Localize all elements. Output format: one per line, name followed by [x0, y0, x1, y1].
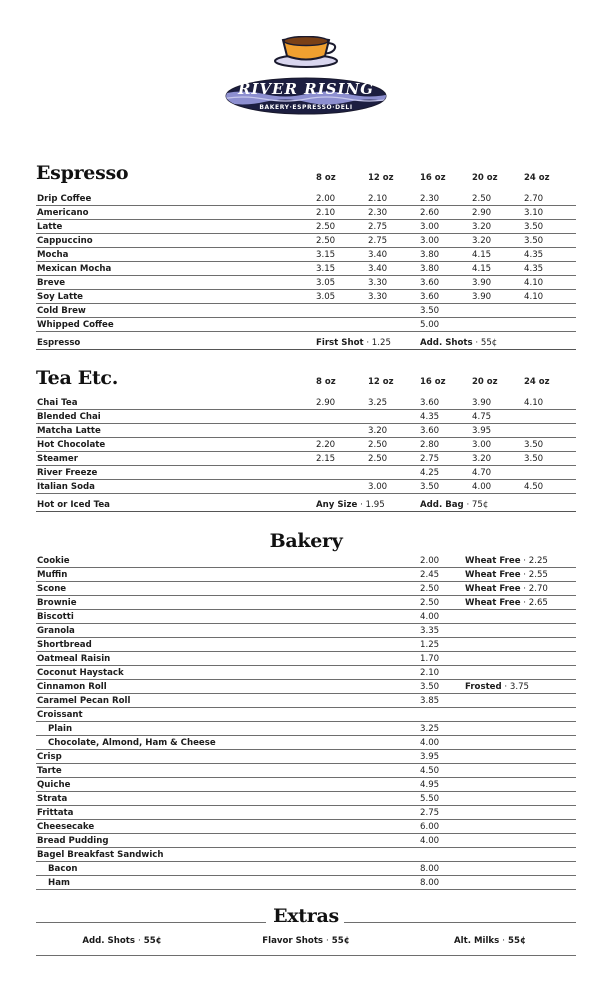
bakery-row: [36, 764, 576, 778]
item-price: 2.30: [368, 208, 388, 218]
item-price: 3.50: [420, 682, 440, 692]
espresso-title: Espresso: [36, 162, 129, 184]
bakery-row: [36, 582, 576, 596]
bakery-row: [36, 834, 576, 848]
bakery-row: [36, 638, 576, 652]
item-price: 4.10: [524, 398, 544, 408]
menu-row: [36, 452, 576, 466]
bakery-row: [36, 596, 576, 610]
item-price: 3.15: [316, 264, 336, 274]
item-price: 3.60: [420, 426, 440, 436]
item-price: 3.60: [420, 292, 440, 302]
item-price: 4.15: [472, 264, 492, 274]
menu-row: [36, 438, 576, 452]
item-price: 4.00: [472, 482, 492, 492]
menu-row: [36, 466, 576, 480]
item-name: Frittata: [37, 808, 74, 818]
item-price: 3.05: [316, 278, 336, 288]
item-price: 2.50: [420, 598, 440, 608]
item-name: Crisp: [37, 752, 62, 762]
item-price: 4.10: [524, 278, 544, 288]
item-price: 2.30: [420, 194, 440, 204]
item-name: Strata: [37, 794, 68, 804]
item-price: 3.20: [472, 236, 492, 246]
item-price: 3.90: [472, 292, 492, 302]
item-name: Caramel Pecan Roll: [37, 696, 131, 706]
item-price: 3.10: [524, 208, 544, 218]
item-price: 3.50: [524, 236, 544, 246]
bakery-row: [36, 792, 576, 806]
item-name: Blended Chai: [37, 412, 101, 422]
coffee-cup-logo-icon: [222, 36, 390, 118]
item-price: 4.00: [420, 612, 440, 622]
item-price: 4.50: [420, 766, 440, 776]
item-name: Biscotti: [37, 612, 74, 622]
item-variant-price: Wheat Free · 2.70: [465, 584, 548, 594]
item-name: Steamer: [37, 454, 78, 464]
item-name: Cinnamon Roll: [37, 682, 107, 692]
any-size-price: Any Size · 1.95: [316, 500, 385, 510]
bakery-row: [36, 708, 576, 722]
item-price: 4.00: [420, 836, 440, 846]
bakery-row: [36, 876, 576, 890]
item-name: Brownie: [37, 598, 77, 608]
espresso-shot-row: [36, 336, 576, 350]
item-price: 3.05: [316, 292, 336, 302]
extra-item: Add. Shots · 55¢: [82, 936, 162, 946]
menu-row: [36, 396, 576, 410]
item-name: Cheesecake: [37, 822, 95, 832]
add-bag-price: Add. Bag · 75¢: [420, 500, 489, 510]
item-price: 3.00: [472, 440, 492, 450]
menu-row: [36, 480, 576, 494]
first-shot-price: First Shot · 1.25: [316, 338, 391, 348]
item-price: 2.90: [316, 398, 336, 408]
logo-brand-text: RIVER RISING: [237, 80, 375, 98]
espresso-size-header: 16 oz: [420, 173, 446, 183]
item-name: Ham: [48, 878, 70, 888]
bakery-row: [36, 848, 576, 862]
item-name: Chai Tea: [37, 398, 78, 408]
item-name: Scone: [37, 584, 67, 594]
item-price: 4.25: [420, 468, 440, 478]
item-price: 2.45: [420, 570, 440, 580]
item-name: Plain: [48, 724, 73, 734]
menu-row: [36, 410, 576, 424]
item-price: 4.00: [420, 738, 440, 748]
item-price: 4.15: [472, 250, 492, 260]
item-price: 3.30: [368, 278, 388, 288]
item-price: 4.95: [420, 780, 440, 790]
tea-iced-row: [36, 498, 576, 512]
item-name: Bagel Breakfast Sandwich: [37, 850, 164, 860]
espresso-add-shots-price: Add. Shots · 55¢: [420, 338, 498, 348]
item-name: Bacon: [48, 864, 78, 874]
item-name: Cold Brew: [37, 306, 86, 316]
item-price: 5.50: [420, 794, 440, 804]
menu-row: [36, 262, 576, 276]
item-name: Quiche: [37, 780, 71, 790]
item-price: 2.00: [316, 194, 336, 204]
item-name: Americano: [37, 208, 89, 218]
item-price: 3.25: [420, 724, 440, 734]
extras-rule-right: [344, 922, 576, 923]
item-name: River Freeze: [37, 468, 98, 478]
bakery-row: [36, 736, 576, 750]
item-price: 8.00: [420, 878, 440, 888]
bakery-title: Bakery: [269, 530, 343, 552]
item-price: 3.80: [420, 250, 440, 260]
item-name: Croissant: [37, 710, 83, 720]
item-name: Whipped Coffee: [37, 320, 114, 330]
item-price: 4.10: [524, 292, 544, 302]
item-price: 3.25: [368, 398, 388, 408]
item-name: Chocolate, Almond, Ham & Cheese: [48, 738, 216, 748]
bakery-row: [36, 778, 576, 792]
item-price: 2.50: [316, 222, 336, 232]
menu-row: [36, 276, 576, 290]
item-price: 3.20: [472, 454, 492, 464]
espresso-size-header: 8 oz: [316, 173, 336, 183]
item-price: 2.75: [368, 222, 388, 232]
bakery-row: [36, 554, 576, 568]
item-name: Tarte: [37, 766, 62, 776]
item-price: 2.50: [368, 454, 388, 464]
item-variant-price: Wheat Free · 2.65: [465, 598, 548, 608]
item-price: 4.70: [472, 468, 492, 478]
item-price: 6.00: [420, 822, 440, 832]
item-price: 8.00: [420, 864, 440, 874]
item-price: 2.50: [368, 440, 388, 450]
item-price: 3.95: [420, 752, 440, 762]
item-price: 4.35: [420, 412, 440, 422]
tea-title: Tea Etc.: [36, 367, 119, 389]
item-price: 3.20: [368, 426, 388, 436]
item-price: 3.50: [524, 454, 544, 464]
item-price: 3.50: [524, 440, 544, 450]
extra-item: Flavor Shots · 55¢: [262, 936, 350, 946]
item-price: 4.75: [472, 412, 492, 422]
menu-row: [36, 318, 576, 332]
menu-row: [36, 220, 576, 234]
item-price: 4.50: [524, 482, 544, 492]
item-price: 3.50: [420, 306, 440, 316]
item-variant-price: Wheat Free · 2.55: [465, 570, 548, 580]
item-price: 3.90: [472, 398, 492, 408]
menu-row: [36, 304, 576, 318]
tea-size-header: 20 oz: [472, 377, 498, 387]
item-name: Italian Soda: [37, 482, 95, 492]
item-price: 2.75: [420, 454, 440, 464]
espresso-size-header: 24 oz: [524, 173, 550, 183]
bakery-row: [36, 820, 576, 834]
menu-row: [36, 248, 576, 262]
item-price: 2.75: [368, 236, 388, 246]
item-price: 3.00: [420, 222, 440, 232]
item-price: 4.35: [524, 264, 544, 274]
bakery-row: [36, 652, 576, 666]
bakery-row: [36, 610, 576, 624]
item-price: 3.85: [420, 696, 440, 706]
item-price: 3.90: [472, 278, 492, 288]
item-name: Soy Latte: [37, 292, 84, 302]
item-price: 2.90: [472, 208, 492, 218]
item-name: Breve: [37, 278, 66, 288]
item-name: Drip Coffee: [37, 194, 92, 204]
item-price: 2.50: [316, 236, 336, 246]
item-price: 2.00: [420, 556, 440, 566]
item-price: 3.00: [420, 236, 440, 246]
extra-item: Alt. Milks · 55¢: [454, 936, 526, 946]
item-price: 2.60: [420, 208, 440, 218]
item-name: Bread Pudding: [37, 836, 109, 846]
espresso-shot-label: Espresso: [37, 338, 81, 348]
tea-size-header: 24 oz: [524, 377, 550, 387]
item-price: 2.80: [420, 440, 440, 450]
menu-row: [36, 206, 576, 220]
item-variant-price: Frosted · 3.75: [465, 682, 530, 692]
item-price: 3.35: [420, 626, 440, 636]
item-price: 3.30: [368, 292, 388, 302]
item-name: Latte: [37, 222, 63, 232]
bakery-row: [36, 568, 576, 582]
bakery-row: [36, 666, 576, 680]
item-price: 2.15: [316, 454, 336, 464]
bakery-row: [36, 862, 576, 876]
item-price: 3.50: [524, 222, 544, 232]
item-name: Coconut Haystack: [37, 668, 124, 678]
tea-size-header: 12 oz: [368, 377, 394, 387]
item-price: 3.40: [368, 250, 388, 260]
item-price: 5.00: [420, 320, 440, 330]
item-price: 3.95: [472, 426, 492, 436]
item-price: 3.60: [420, 278, 440, 288]
item-price: 4.35: [524, 250, 544, 260]
logo: [0, 0, 612, 130]
bakery-row: [36, 750, 576, 764]
bakery-row: [36, 694, 576, 708]
item-price: 2.75: [420, 808, 440, 818]
item-name: Cookie: [37, 556, 70, 566]
item-name: Mocha: [37, 250, 69, 260]
item-price: 2.10: [316, 208, 336, 218]
bakery-row: [36, 722, 576, 736]
tea-size-header: 8 oz: [316, 377, 336, 387]
item-name: Matcha Latte: [37, 426, 101, 436]
iced-tea-label: Hot or Iced Tea: [37, 500, 110, 510]
menu-row: [36, 424, 576, 438]
item-name: Oatmeal Raisin: [37, 654, 111, 664]
item-name: Cappuccino: [37, 236, 93, 246]
item-price: 3.00: [368, 482, 388, 492]
bakery-row: [36, 680, 576, 694]
item-price: 2.20: [316, 440, 336, 450]
extras-title: Extras: [273, 905, 339, 927]
item-price: 2.50: [420, 584, 440, 594]
espresso-size-header: 20 oz: [472, 173, 498, 183]
logo-tagline: BAKERY·ESPRESSO·DELI: [259, 104, 353, 111]
item-price: 3.50: [420, 482, 440, 492]
item-price: 2.10: [368, 194, 388, 204]
item-name: Shortbread: [37, 640, 92, 650]
item-name: Muffin: [37, 570, 68, 580]
tea-size-header: 16 oz: [420, 377, 446, 387]
item-price: 3.60: [420, 398, 440, 408]
item-price: 2.10: [420, 668, 440, 678]
item-price: 3.15: [316, 250, 336, 260]
item-variant-price: Wheat Free · 2.25: [465, 556, 548, 566]
menu-row: [36, 192, 576, 206]
extras-bottom-rule: [36, 955, 576, 956]
item-price: 1.25: [420, 640, 440, 650]
item-price: 1.70: [420, 654, 440, 664]
item-price: 3.20: [472, 222, 492, 232]
item-name: Hot Chocolate: [37, 440, 106, 450]
item-price: 3.40: [368, 264, 388, 274]
menu-row: [36, 290, 576, 304]
item-price: 2.50: [472, 194, 492, 204]
menu-row: [36, 234, 576, 248]
item-price: 3.80: [420, 264, 440, 274]
item-price: 2.70: [524, 194, 544, 204]
item-name: Granola: [37, 626, 75, 636]
item-name: Mexican Mocha: [37, 264, 112, 274]
bakery-row: [36, 624, 576, 638]
bakery-row: [36, 806, 576, 820]
espresso-size-header: 12 oz: [368, 173, 394, 183]
